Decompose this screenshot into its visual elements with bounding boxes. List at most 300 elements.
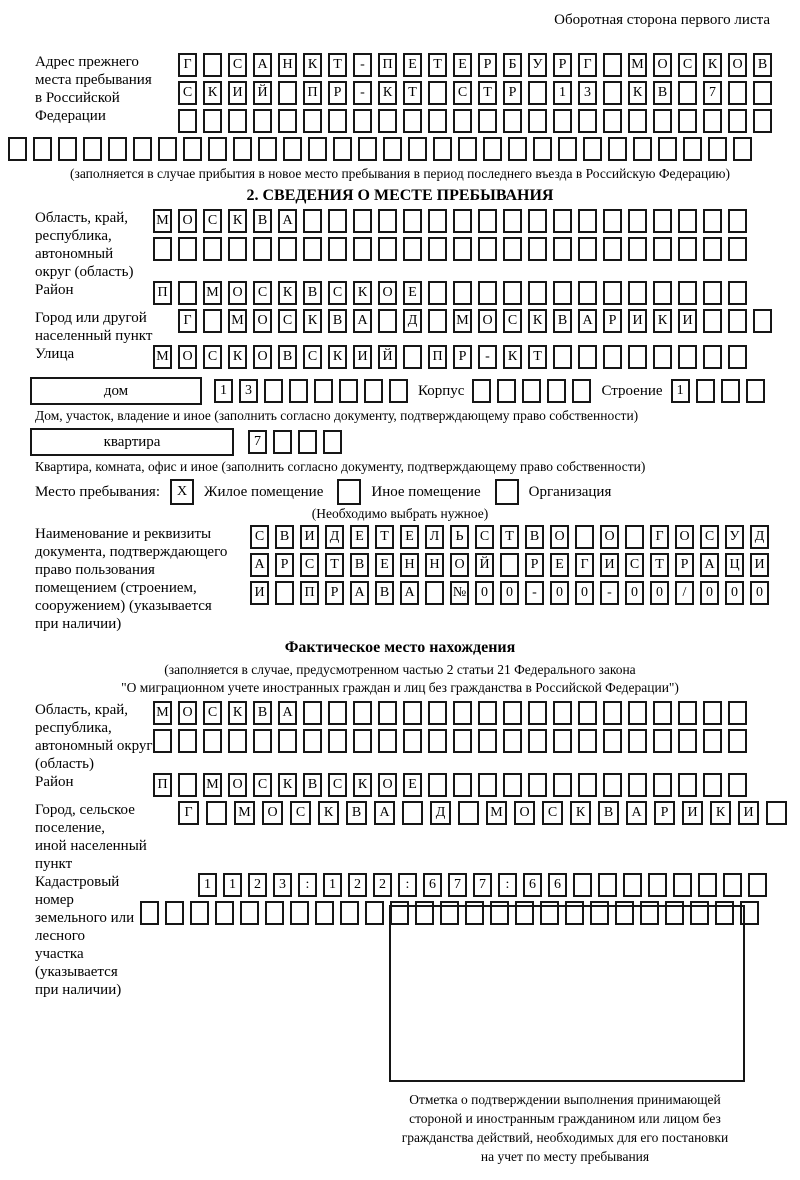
- char-box[interactable]: А: [350, 581, 369, 605]
- char-box[interactable]: [528, 209, 547, 233]
- char-box[interactable]: В: [375, 581, 394, 605]
- char-box[interactable]: К: [228, 345, 247, 369]
- char-box[interactable]: [553, 729, 572, 753]
- char-box[interactable]: №: [450, 581, 469, 605]
- char-box[interactable]: [723, 873, 742, 897]
- char-box[interactable]: [278, 729, 297, 753]
- char-box[interactable]: С: [625, 553, 644, 577]
- char-box[interactable]: В: [253, 209, 272, 233]
- char-box[interactable]: [203, 729, 222, 753]
- char-box[interactable]: [428, 729, 447, 753]
- char-box[interactable]: [708, 137, 727, 161]
- char-box[interactable]: К: [570, 801, 591, 825]
- char-box[interactable]: 0: [475, 581, 494, 605]
- char-box[interactable]: [500, 553, 519, 577]
- char-box[interactable]: В: [346, 801, 367, 825]
- char-box[interactable]: [453, 281, 472, 305]
- char-box[interactable]: [628, 109, 647, 133]
- char-box[interactable]: [353, 701, 372, 725]
- char-box[interactable]: [678, 345, 697, 369]
- char-box[interactable]: -: [353, 53, 372, 77]
- char-box[interactable]: А: [700, 553, 719, 577]
- char-box[interactable]: [678, 237, 697, 261]
- char-box[interactable]: С: [328, 281, 347, 305]
- char-box[interactable]: [403, 701, 422, 725]
- char-box[interactable]: [653, 281, 672, 305]
- char-box[interactable]: [153, 237, 172, 261]
- char-box[interactable]: В: [253, 701, 272, 725]
- char-box[interactable]: [503, 209, 522, 233]
- char-box[interactable]: 0: [750, 581, 769, 605]
- char-box[interactable]: [453, 109, 472, 133]
- char-box[interactable]: Г: [178, 801, 199, 825]
- char-box[interactable]: В: [303, 281, 322, 305]
- char-box[interactable]: [353, 209, 372, 233]
- char-box[interactable]: [478, 773, 497, 797]
- char-box[interactable]: [378, 701, 397, 725]
- char-box[interactable]: [353, 109, 372, 133]
- char-box[interactable]: [497, 379, 516, 403]
- char-box[interactable]: 0: [725, 581, 744, 605]
- char-box[interactable]: [328, 209, 347, 233]
- char-box[interactable]: С: [700, 525, 719, 549]
- char-box[interactable]: [678, 773, 697, 797]
- char-box[interactable]: 0: [700, 581, 719, 605]
- char-box[interactable]: /: [675, 581, 694, 605]
- char-box[interactable]: [58, 137, 77, 161]
- char-box[interactable]: [703, 281, 722, 305]
- char-box[interactable]: [603, 729, 622, 753]
- char-box[interactable]: К: [203, 81, 222, 105]
- char-box[interactable]: [458, 801, 479, 825]
- char-box[interactable]: В: [525, 525, 544, 549]
- char-box[interactable]: [628, 701, 647, 725]
- char-box[interactable]: В: [350, 553, 369, 577]
- char-box[interactable]: [140, 901, 159, 925]
- char-box[interactable]: 7: [703, 81, 722, 105]
- char-box[interactable]: [575, 525, 594, 549]
- char-box[interactable]: Е: [400, 525, 419, 549]
- char-box[interactable]: [703, 237, 722, 261]
- char-box[interactable]: А: [353, 309, 372, 333]
- char-box[interactable]: [203, 109, 222, 133]
- char-box[interactable]: [603, 209, 622, 233]
- char-box[interactable]: Т: [325, 553, 344, 577]
- char-box[interactable]: С: [278, 309, 297, 333]
- char-box[interactable]: О: [450, 553, 469, 577]
- char-box[interactable]: [303, 109, 322, 133]
- char-box[interactable]: [653, 729, 672, 753]
- char-box[interactable]: [753, 109, 772, 133]
- char-box[interactable]: [178, 773, 197, 797]
- char-box[interactable]: [678, 281, 697, 305]
- char-box[interactable]: [766, 801, 787, 825]
- char-box[interactable]: [253, 729, 272, 753]
- char-box[interactable]: [283, 137, 302, 161]
- char-box[interactable]: К: [703, 53, 722, 77]
- char-box[interactable]: М: [153, 345, 172, 369]
- char-box[interactable]: [603, 701, 622, 725]
- char-box[interactable]: [628, 237, 647, 261]
- char-box[interactable]: А: [253, 53, 272, 77]
- char-box[interactable]: Г: [178, 53, 197, 77]
- char-box[interactable]: К: [228, 701, 247, 725]
- char-box[interactable]: [458, 137, 477, 161]
- char-box[interactable]: Й: [253, 81, 272, 105]
- char-box[interactable]: [428, 773, 447, 797]
- char-box[interactable]: [503, 701, 522, 725]
- char-box[interactable]: В: [753, 53, 772, 77]
- char-box[interactable]: [303, 729, 322, 753]
- char-box[interactable]: [553, 209, 572, 233]
- char-box[interactable]: 0: [575, 581, 594, 605]
- char-box[interactable]: [533, 137, 552, 161]
- char-box[interactable]: [528, 237, 547, 261]
- char-box[interactable]: [253, 237, 272, 261]
- char-box[interactable]: [553, 345, 572, 369]
- char-box[interactable]: [653, 701, 672, 725]
- char-box[interactable]: [683, 137, 702, 161]
- char-box[interactable]: [289, 379, 308, 403]
- char-box[interactable]: [408, 137, 427, 161]
- char-box[interactable]: [703, 729, 722, 753]
- char-box[interactable]: [603, 109, 622, 133]
- char-box[interactable]: [290, 901, 309, 925]
- char-box[interactable]: [240, 901, 259, 925]
- char-box[interactable]: К: [653, 309, 672, 333]
- char-box[interactable]: Т: [403, 81, 422, 105]
- char-box[interactable]: [628, 773, 647, 797]
- char-box[interactable]: [353, 237, 372, 261]
- char-box[interactable]: [208, 137, 227, 161]
- char-box[interactable]: В: [275, 525, 294, 549]
- char-box[interactable]: С: [203, 209, 222, 233]
- char-box[interactable]: Ц: [725, 553, 744, 577]
- char-box[interactable]: О: [378, 281, 397, 305]
- char-box[interactable]: [378, 237, 397, 261]
- char-box[interactable]: [33, 137, 52, 161]
- char-box[interactable]: [508, 137, 527, 161]
- char-box[interactable]: А: [578, 309, 597, 333]
- char-box[interactable]: [603, 53, 622, 77]
- stay-type-checkbox-residential[interactable]: X: [170, 479, 194, 505]
- char-box[interactable]: Е: [403, 773, 422, 797]
- char-box[interactable]: [428, 209, 447, 233]
- char-box[interactable]: [578, 701, 597, 725]
- char-box[interactable]: [678, 81, 697, 105]
- char-box[interactable]: [528, 81, 547, 105]
- char-box[interactable]: [425, 581, 444, 605]
- char-box[interactable]: 7: [248, 430, 267, 454]
- char-box[interactable]: [483, 137, 502, 161]
- char-box[interactable]: [190, 901, 209, 925]
- char-box[interactable]: У: [528, 53, 547, 77]
- char-box[interactable]: [728, 309, 747, 333]
- char-box[interactable]: [728, 281, 747, 305]
- char-box[interactable]: М: [453, 309, 472, 333]
- char-box[interactable]: Н: [425, 553, 444, 577]
- char-box[interactable]: К: [353, 773, 372, 797]
- char-box[interactable]: [503, 281, 522, 305]
- char-box[interactable]: [203, 309, 222, 333]
- char-box[interactable]: [603, 281, 622, 305]
- char-box[interactable]: [728, 237, 747, 261]
- char-box[interactable]: [703, 701, 722, 725]
- char-box[interactable]: Д: [325, 525, 344, 549]
- char-box[interactable]: [503, 237, 522, 261]
- char-box[interactable]: Т: [328, 53, 347, 77]
- char-box[interactable]: В: [328, 309, 347, 333]
- char-box[interactable]: [314, 379, 333, 403]
- char-box[interactable]: Т: [528, 345, 547, 369]
- char-box[interactable]: [578, 345, 597, 369]
- char-box[interactable]: К: [303, 309, 322, 333]
- char-box[interactable]: С: [228, 53, 247, 77]
- char-box[interactable]: Р: [553, 53, 572, 77]
- char-box[interactable]: [275, 581, 294, 605]
- char-box[interactable]: [215, 901, 234, 925]
- char-box[interactable]: К: [378, 81, 397, 105]
- char-box[interactable]: [403, 345, 422, 369]
- char-box[interactable]: [178, 237, 197, 261]
- char-box[interactable]: И: [628, 309, 647, 333]
- char-box[interactable]: 1: [223, 873, 242, 897]
- char-box[interactable]: [303, 701, 322, 725]
- char-box[interactable]: [728, 209, 747, 233]
- char-box[interactable]: [696, 379, 715, 403]
- char-box[interactable]: [378, 309, 397, 333]
- char-box[interactable]: [206, 801, 227, 825]
- char-box[interactable]: 6: [423, 873, 442, 897]
- char-box[interactable]: К: [278, 773, 297, 797]
- char-box[interactable]: [478, 729, 497, 753]
- apartment-type-box[interactable]: квартира: [30, 428, 234, 456]
- char-box[interactable]: И: [353, 345, 372, 369]
- char-box[interactable]: [553, 109, 572, 133]
- char-box[interactable]: 0: [500, 581, 519, 605]
- char-box[interactable]: [339, 379, 358, 403]
- char-box[interactable]: А: [626, 801, 647, 825]
- char-box[interactable]: П: [378, 53, 397, 77]
- char-box[interactable]: Т: [375, 525, 394, 549]
- char-box[interactable]: Т: [478, 81, 497, 105]
- char-box[interactable]: [183, 137, 202, 161]
- char-box[interactable]: Г: [575, 553, 594, 577]
- char-box[interactable]: Д: [750, 525, 769, 549]
- char-box[interactable]: [653, 773, 672, 797]
- char-box[interactable]: С: [203, 345, 222, 369]
- char-box[interactable]: И: [738, 801, 759, 825]
- char-box[interactable]: [703, 773, 722, 797]
- char-box[interactable]: 3: [273, 873, 292, 897]
- stay-type-checkbox-organization[interactable]: [495, 479, 519, 505]
- char-box[interactable]: А: [278, 701, 297, 725]
- char-box[interactable]: О: [178, 345, 197, 369]
- char-box[interactable]: [453, 729, 472, 753]
- char-box[interactable]: [133, 137, 152, 161]
- char-box[interactable]: Й: [378, 345, 397, 369]
- char-box[interactable]: О: [178, 701, 197, 725]
- char-box[interactable]: М: [628, 53, 647, 77]
- char-box[interactable]: И: [250, 581, 269, 605]
- char-box[interactable]: [228, 109, 247, 133]
- char-box[interactable]: К: [278, 281, 297, 305]
- char-box[interactable]: [228, 237, 247, 261]
- char-box[interactable]: [328, 237, 347, 261]
- char-box[interactable]: -: [525, 581, 544, 605]
- char-box[interactable]: [648, 873, 667, 897]
- char-box[interactable]: [578, 729, 597, 753]
- char-box[interactable]: М: [228, 309, 247, 333]
- char-box[interactable]: И: [228, 81, 247, 105]
- char-box[interactable]: [308, 137, 327, 161]
- char-box[interactable]: [303, 237, 322, 261]
- char-box[interactable]: 6: [548, 873, 567, 897]
- char-box[interactable]: [728, 109, 747, 133]
- char-box[interactable]: [553, 701, 572, 725]
- char-box[interactable]: О: [550, 525, 569, 549]
- char-box[interactable]: [264, 379, 283, 403]
- char-box[interactable]: [328, 729, 347, 753]
- char-box[interactable]: [108, 137, 127, 161]
- char-box[interactable]: В: [653, 81, 672, 105]
- char-box[interactable]: [428, 701, 447, 725]
- char-box[interactable]: :: [398, 873, 417, 897]
- char-box[interactable]: К: [328, 345, 347, 369]
- char-box[interactable]: [353, 729, 372, 753]
- char-box[interactable]: В: [278, 345, 297, 369]
- char-box[interactable]: [478, 237, 497, 261]
- char-box[interactable]: М: [153, 209, 172, 233]
- char-box[interactable]: Г: [178, 309, 197, 333]
- char-box[interactable]: С: [253, 773, 272, 797]
- char-box[interactable]: [478, 701, 497, 725]
- char-box[interactable]: [733, 137, 752, 161]
- char-box[interactable]: В: [303, 773, 322, 797]
- char-box[interactable]: С: [503, 309, 522, 333]
- char-box[interactable]: [553, 281, 572, 305]
- char-box[interactable]: В: [553, 309, 572, 333]
- char-box[interactable]: [453, 237, 472, 261]
- char-box[interactable]: [328, 109, 347, 133]
- char-box[interactable]: О: [728, 53, 747, 77]
- char-box[interactable]: [633, 137, 652, 161]
- char-box[interactable]: [383, 137, 402, 161]
- char-box[interactable]: [503, 109, 522, 133]
- char-box[interactable]: [428, 237, 447, 261]
- char-box[interactable]: [178, 109, 197, 133]
- char-box[interactable]: О: [228, 773, 247, 797]
- char-box[interactable]: 2: [348, 873, 367, 897]
- char-box[interactable]: [8, 137, 27, 161]
- char-box[interactable]: О: [178, 209, 197, 233]
- char-box[interactable]: 1: [323, 873, 342, 897]
- char-box[interactable]: [153, 729, 172, 753]
- char-box[interactable]: [178, 729, 197, 753]
- char-box[interactable]: Л: [425, 525, 444, 549]
- char-box[interactable]: [428, 309, 447, 333]
- char-box[interactable]: С: [303, 345, 322, 369]
- char-box[interactable]: Ь: [450, 525, 469, 549]
- char-box[interactable]: 2: [248, 873, 267, 897]
- char-box[interactable]: [728, 81, 747, 105]
- char-box[interactable]: [528, 729, 547, 753]
- char-box[interactable]: [703, 109, 722, 133]
- char-box[interactable]: [703, 345, 722, 369]
- char-box[interactable]: С: [300, 553, 319, 577]
- char-box[interactable]: [528, 281, 547, 305]
- char-box[interactable]: С: [290, 801, 311, 825]
- char-box[interactable]: [673, 873, 692, 897]
- char-box[interactable]: 1: [198, 873, 217, 897]
- char-box[interactable]: П: [300, 581, 319, 605]
- char-box[interactable]: Б: [503, 53, 522, 77]
- char-box[interactable]: В: [598, 801, 619, 825]
- char-box[interactable]: [273, 430, 292, 454]
- char-box[interactable]: С: [203, 701, 222, 725]
- stay-type-checkbox-other[interactable]: [337, 479, 361, 505]
- char-box[interactable]: [628, 209, 647, 233]
- char-box[interactable]: [403, 209, 422, 233]
- char-box[interactable]: [753, 81, 772, 105]
- char-box[interactable]: [653, 209, 672, 233]
- char-box[interactable]: [703, 309, 722, 333]
- char-box[interactable]: Р: [675, 553, 694, 577]
- char-box[interactable]: Т: [428, 53, 447, 77]
- char-box[interactable]: Р: [525, 553, 544, 577]
- char-box[interactable]: [603, 237, 622, 261]
- char-box[interactable]: [628, 281, 647, 305]
- char-box[interactable]: М: [153, 701, 172, 725]
- char-box[interactable]: К: [528, 309, 547, 333]
- char-box[interactable]: К: [303, 53, 322, 77]
- char-box[interactable]: [158, 137, 177, 161]
- char-box[interactable]: [658, 137, 677, 161]
- char-box[interactable]: И: [678, 309, 697, 333]
- char-box[interactable]: О: [378, 773, 397, 797]
- char-box[interactable]: Р: [503, 81, 522, 105]
- char-box[interactable]: И: [682, 801, 703, 825]
- char-box[interactable]: А: [374, 801, 395, 825]
- char-box[interactable]: П: [153, 281, 172, 305]
- char-box[interactable]: 1: [214, 379, 233, 403]
- char-box[interactable]: [553, 773, 572, 797]
- char-box[interactable]: [323, 430, 342, 454]
- char-box[interactable]: [453, 209, 472, 233]
- char-box[interactable]: [603, 773, 622, 797]
- char-box[interactable]: [578, 773, 597, 797]
- char-box[interactable]: [573, 873, 592, 897]
- char-box[interactable]: Г: [650, 525, 669, 549]
- char-box[interactable]: Р: [275, 553, 294, 577]
- char-box[interactable]: Д: [430, 801, 451, 825]
- char-box[interactable]: [278, 109, 297, 133]
- char-box[interactable]: Н: [278, 53, 297, 77]
- char-box[interactable]: [165, 901, 184, 925]
- char-box[interactable]: С: [678, 53, 697, 77]
- char-box[interactable]: [578, 237, 597, 261]
- char-box[interactable]: [378, 209, 397, 233]
- char-box[interactable]: К: [628, 81, 647, 105]
- char-box[interactable]: П: [153, 773, 172, 797]
- char-box[interactable]: А: [400, 581, 419, 605]
- char-box[interactable]: [303, 209, 322, 233]
- char-box[interactable]: [503, 729, 522, 753]
- char-box[interactable]: К: [353, 281, 372, 305]
- char-box[interactable]: Е: [403, 281, 422, 305]
- char-box[interactable]: 3: [578, 81, 597, 105]
- char-box[interactable]: [203, 237, 222, 261]
